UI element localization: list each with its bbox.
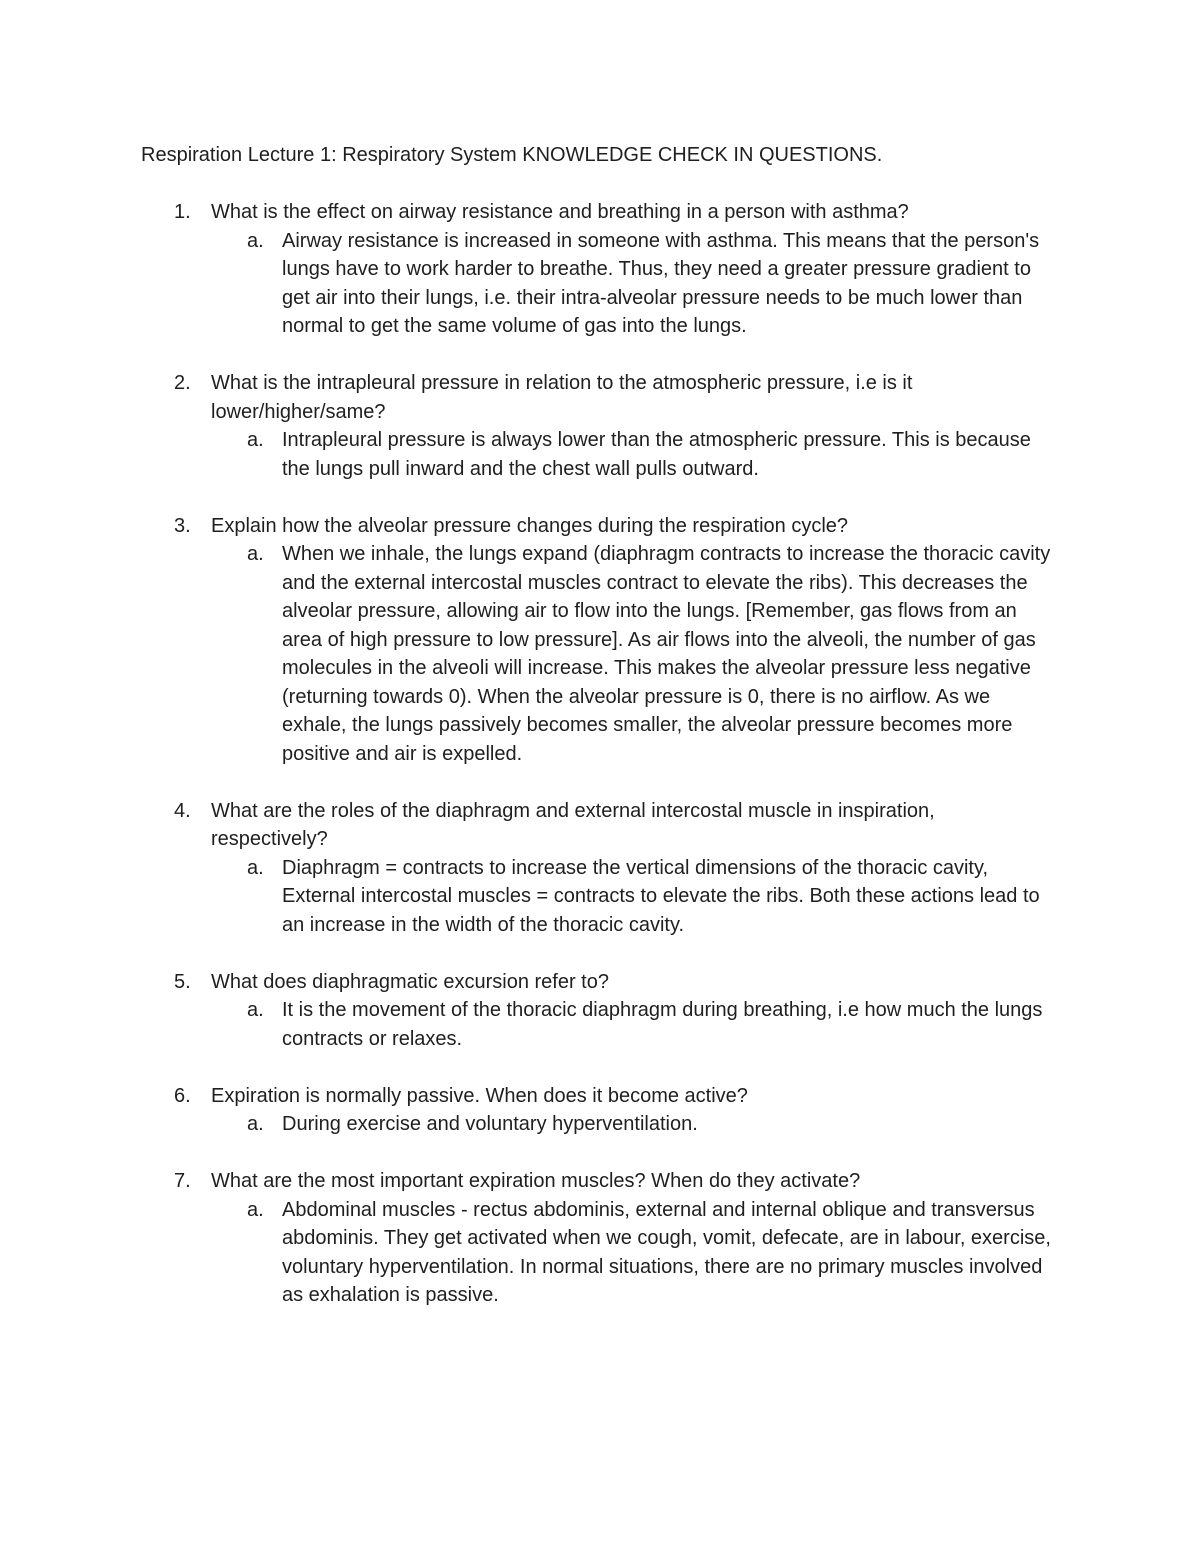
question-text: What are the most important expiration muscles? When do they activate?: [211, 1170, 861, 1192]
document-title: Respiration Lecture 1: Respiratory System KNOWLEDGE CHECK IN QUESTIONS.: [141, 144, 883, 166]
question-item-1: [0, 198, 1200, 341]
answer-item: [0, 1196, 1200, 1310]
answer-letter: a.: [247, 999, 264, 1021]
answer-letter: a.: [247, 856, 264, 879]
question-text: What is the effect on airway resistance and breathing in a person with asthma?: [211, 201, 909, 223]
question-number: 3.: [174, 514, 191, 537]
question-number: 6.: [174, 1084, 191, 1107]
question-item-7: [0, 1167, 1200, 1310]
question-item-2: [0, 369, 1200, 483]
question-item-4: [0, 797, 1200, 940]
answer-text: Abdominal muscles - rectus abdominis, external and internal oblique and transversus abdominis. They get activated when we cough, vomit, defecate, are in labour, exercise, voluntary hyperventilation. In normal situations, there are no primary muscles involved as exhalation is passive.: [282, 1198, 1051, 1306]
answer-item: [0, 227, 1200, 341]
answer-letter: a.: [247, 543, 264, 565]
question-number: 4.: [174, 799, 191, 822]
question-number: 2.: [174, 372, 191, 394]
question-text: What does diaphragmatic excursion refer to?: [211, 970, 609, 993]
question-number: 1.: [174, 201, 191, 223]
question-number: 7.: [174, 1170, 191, 1192]
answer-letter: a.: [247, 229, 264, 252]
answer-item: [0, 426, 1200, 483]
answer-letter: a.: [247, 429, 264, 451]
answer-text: When we inhale, the lungs expand (diaphragm contracts to increase the thoracic cavity and the external intercostal muscles contract to elevate the ribs). This decreases the alveolar pressure, allowing air to flow into the lungs. [Remember, gas flows from an area of high pressure to low pressure]. As air flows into the alveoli, the number of gas molecules in the alveoli will increase. This makes the alveolar pressure less negative (returning towards 0). When the alveolar pressure is 0, there is no airflow. As we exhale, the lungs passively becomes smaller, the alveolar pressure becomes more positive and air is expelled.: [282, 543, 1051, 765]
answer-item: [0, 1110, 1200, 1139]
question-item-3: [0, 512, 1200, 769]
answer-text: Airway resistance is increased in someone with asthma. This means that the person's lungs have to work harder to breathe. Thus, they need a greater pressure gradient to get air into their lungs, i.e. their intra-alveolar pressure needs to be much lower than normal to get the same volume of gas into the lungs.: [282, 229, 1040, 337]
question-text: What is the intrapleural pressure in relation to the atmospheric pressure, i.e is it lower/higher/same?: [211, 372, 913, 423]
question-list: [0, 198, 1200, 1338]
question-text: What are the roles of the diaphragm and external intercostal muscle in inspiration, respectively?: [211, 799, 935, 850]
question-item-5: [0, 968, 1200, 1054]
question-text: Expiration is normally passive. When does it become active?: [211, 1084, 748, 1107]
question-item-6: [0, 1082, 1200, 1139]
answer-text: It is the movement of the thoracic diaphragm during breathing, i.e how much the lungs contracts or relaxes.: [282, 999, 1043, 1050]
answer-letter: a.: [247, 1198, 264, 1221]
answer-letter: a.: [247, 1113, 264, 1135]
answer-text: During exercise and voluntary hyperventilation.: [282, 1113, 698, 1135]
answer-item: [0, 540, 1200, 768]
answer-item: [0, 996, 1200, 1053]
answer-item: [0, 854, 1200, 940]
answer-text: Diaphragm = contracts to increase the vertical dimensions of the thoracic cavity, External intercostal muscles = contracts to elevate the ribs. Both these actions lead to an increase in the width of the thoracic cavity.: [282, 856, 1040, 936]
question-text: Explain how the alveolar pressure changes during the respiration cycle?: [211, 514, 849, 537]
answer-text: Intrapleural pressure is always lower than the atmospheric pressure. This is because the lungs pull inward and the chest wall pulls outward.: [282, 429, 1031, 480]
question-number: 5.: [174, 970, 191, 993]
